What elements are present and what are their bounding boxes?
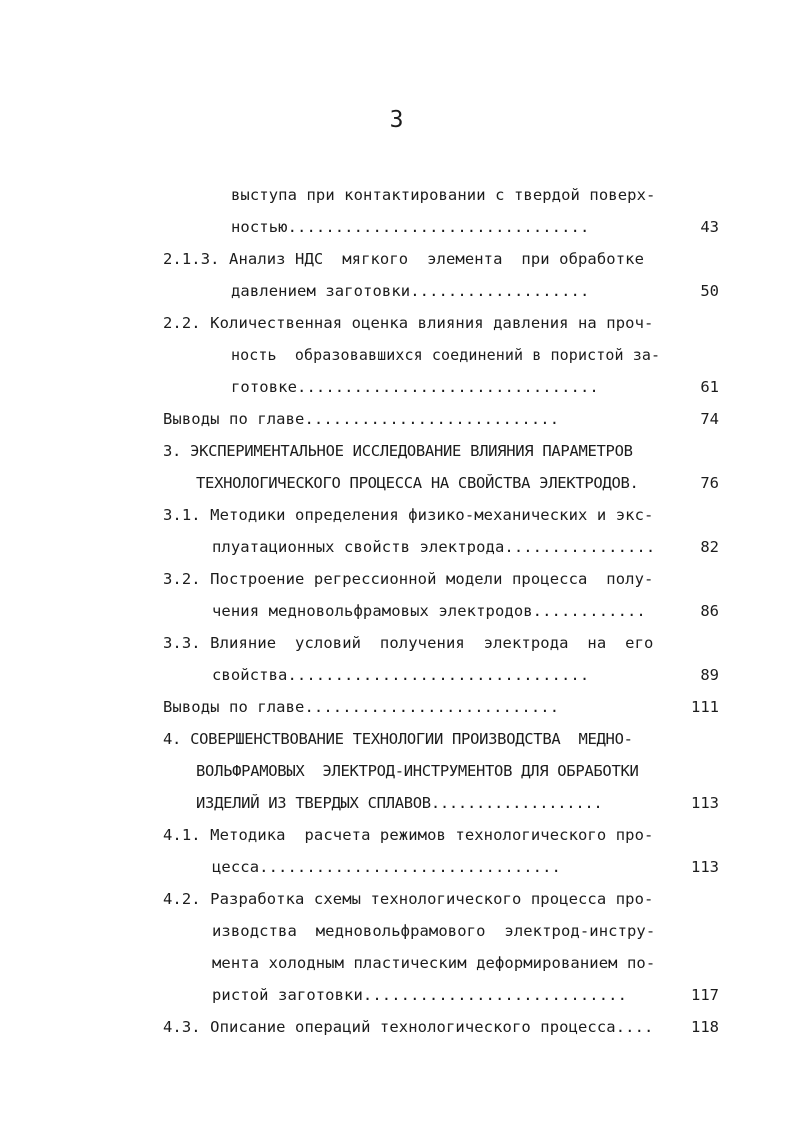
page-number: 3 (389, 107, 404, 133)
toc-line: Выводы по главе........................... (163, 698, 560, 716)
toc-line: чения медновольфрамовых электродов............ (212, 602, 646, 620)
toc-line: 4. СОВЕРШЕНСТВОВАНИЕ ТЕХНОЛОГИИ ПРОИЗВОДСТВА МЕДНО- (163, 730, 633, 748)
toc-page-number: 117 (691, 986, 719, 1004)
toc-line: 2.1.3. Анализ НДС мягкого элемента при обработке (163, 250, 645, 268)
toc-line: свойства................................ (212, 666, 590, 684)
toc-line: 3.3. Влияние условий получения электрода на его (163, 634, 654, 652)
toc-line: изводства медновольфрамового электрод-инстру- (212, 922, 656, 940)
toc-page-number: 86 (700, 602, 719, 620)
toc-page-number: 61 (700, 378, 719, 396)
toc-page-number: 113 (691, 858, 719, 876)
toc-page-number: 43 (700, 218, 719, 236)
toc-line: ностью................................ (231, 218, 590, 236)
toc-page-number: 82 (700, 538, 719, 556)
toc-page-number: 118 (691, 1018, 719, 1036)
toc-line: ристой заготовки............................ (212, 986, 627, 1004)
toc-line: выступа при контактировании с твердой поверх- (231, 186, 656, 204)
toc-page-number: 74 (700, 410, 719, 428)
toc-line: 3.2. Построение регрессионной модели процесса полу- (163, 570, 654, 588)
toc-page-number: 76 (700, 474, 719, 492)
toc-line: цесса................................ (212, 858, 561, 876)
toc-line: ность образовавшихся соединений в пористой за- (231, 346, 661, 364)
toc-line: Выводы по главе........................... (163, 410, 560, 428)
toc-line: 3.1. Методики определения физико-механических и экс- (163, 506, 654, 524)
toc-line: мента холодным пластическим деформированием по- (212, 954, 656, 972)
toc-line: давлением заготовки................... (231, 282, 590, 300)
toc-line: ТЕХНОЛОГИЧЕСКОГО ПРОЦЕССА НА СВОЙСТВА ЭЛЕКТРОДОВ. (196, 474, 639, 492)
toc-page-number: 89 (700, 666, 719, 684)
toc-line: 4.2. Разработка схемы технологического процесса про- (163, 890, 654, 908)
toc-line: 4.3. Описание операций технологического процесса.... (163, 1018, 654, 1036)
toc-line: плуатационных свойств электрода................ (212, 538, 656, 556)
toc-line: 2.2. Количественная оценка влияния давления на проч- (163, 314, 654, 332)
toc-page-number: 113 (691, 794, 719, 812)
toc-line: 3. ЭКСПЕРИМЕНТАЛЬНОЕ ИССЛЕДОВАНИЕ ВЛИЯНИЯ ПАРАМЕТРОВ (163, 442, 633, 460)
toc-line: 4.1. Методика расчета режимов технологического про- (163, 826, 654, 844)
toc-page-number: 50 (700, 282, 719, 300)
toc-page-number: 111 (691, 698, 719, 716)
toc-line: готовке................................ (231, 378, 599, 396)
toc-line: ИЗДЕЛИЙ ИЗ ТВЕРДЫХ СПЛАВОВ................... (196, 794, 603, 812)
toc-line: ВОЛЬФРАМОВЫХ ЭЛЕКТРОД-ИНСТРУМЕНТОВ ДЛЯ ОБРАБОТКИ (196, 762, 639, 780)
